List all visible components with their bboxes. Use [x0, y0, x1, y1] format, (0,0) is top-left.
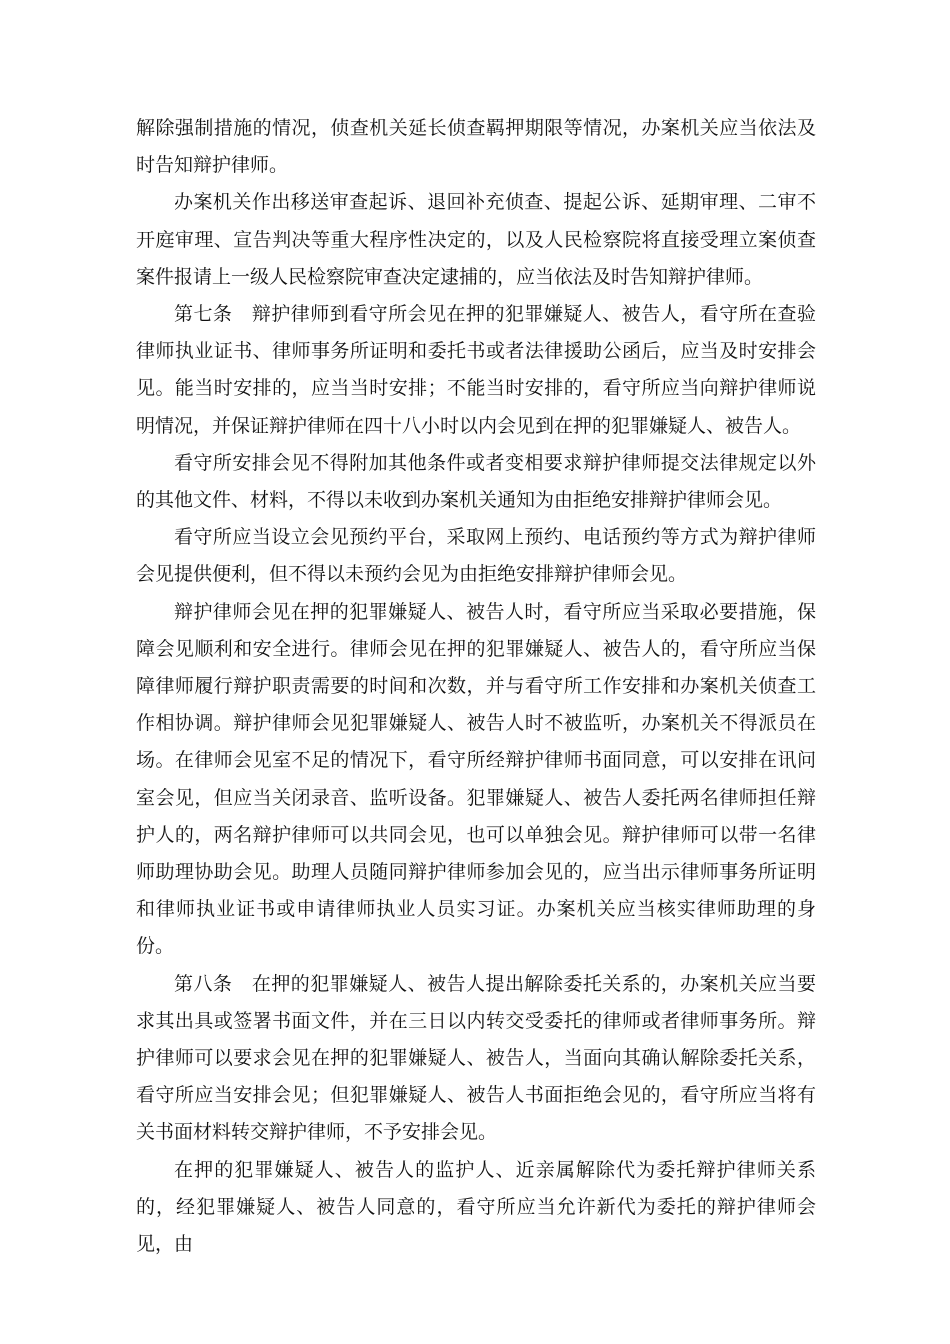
paragraph: 看守所应当设立会见预约平台，采取网上预约、电话预约等方式为辩护律师会见提供便利，但不得以未预约会见为由拒绝安排辩护律师会见。 [136, 526, 816, 586]
document-body [136, 110, 816, 1263]
paragraph-article-7: 第七条 辩护律师到看守所会见在押的犯罪嫌疑人、被告人，看守所在查验律师执业证书、律师事务所证明和委托书或者法律援助公函后，应当及时安排会见。能当时安排的，应当当时安排；不能当时安排的，看守所应当向辩护律师说明情况，并保证辩护律师在四十八小时以内会见到在押的犯罪嫌疑人、被告人。 [136, 303, 816, 437]
paragraph: 看守所安排会见不得附加其他条件或者变相要求辩护律师提交法律规定以外的其他文件、材料，不得以未收到办案机关通知为由拒绝安排辩护律师会见。 [136, 451, 816, 512]
paragraph: 在押的犯罪嫌疑人、被告人的监护人、近亲属解除代为委托辩护律师关系的，经犯罪嫌疑人、被告人同意的，看守所应当允许新代为委托的辩护律师会见，由 [136, 1158, 816, 1256]
paragraph: 辩护律师会见在押的犯罪嫌疑人、被告人时，看守所应当采取必要措施，保障会见顺利和安全进行。律师会见在押的犯罪嫌疑人、被告人的，看守所应当保障律师履行辩护职责需要的时间和次数，并与看守所工作安排和办案机关侦查工作相协调。辩护律师会见犯罪嫌疑人、被告人时不被监听，办案机关不得派员在场。在律师会见室不足的情况下，看守所经辩护律师书面同意，可以安排在讯问室会见，但应当关闭录音、监听设备。犯罪嫌疑人、被告人委托两名律师担任辩护人的，两名辩护律师可以共同会见，也可以单独会见。辩护律师可以带一名律师助理协助会见。助理人员随同辩护律师参加会见的，应当出示律师事务所证明和律师执业证书或申请律师执业人员实习证。办案机关应当核实律师助理的身份。 [136, 600, 816, 958]
paragraph-continuation: 解除强制措施的情况，侦查机关延长侦查羁押期限等情况，办案机关应当依法及时告知辩护律师。 [136, 117, 816, 177]
paragraph: 办案机关作出移送审查起诉、退回补充侦查、提起公诉、延期审理、二审不开庭审理、宣告判决等重大程序性决定的，以及人民检察院将直接受理立案侦查案件报请上一级人民检察院审查决定逮捕的，应当依法及时告知辩护律师。 [136, 191, 816, 288]
paragraph-article-8: 第八条 在押的犯罪嫌疑人、被告人提出解除委托关系的，办案机关应当要求其出具或签署书面文件，并在三日以内转交受委托的律师或者律师事务所。辩护律师可以要求会见在押的犯罪嫌疑人、被告人，当面向其确认解除委托关系，看守所应当安排会见；但犯罪嫌疑人、被告人书面拒绝会见的，看守所应当将有关书面材料转交辩护律师，不予安排会见。 [136, 972, 816, 1144]
